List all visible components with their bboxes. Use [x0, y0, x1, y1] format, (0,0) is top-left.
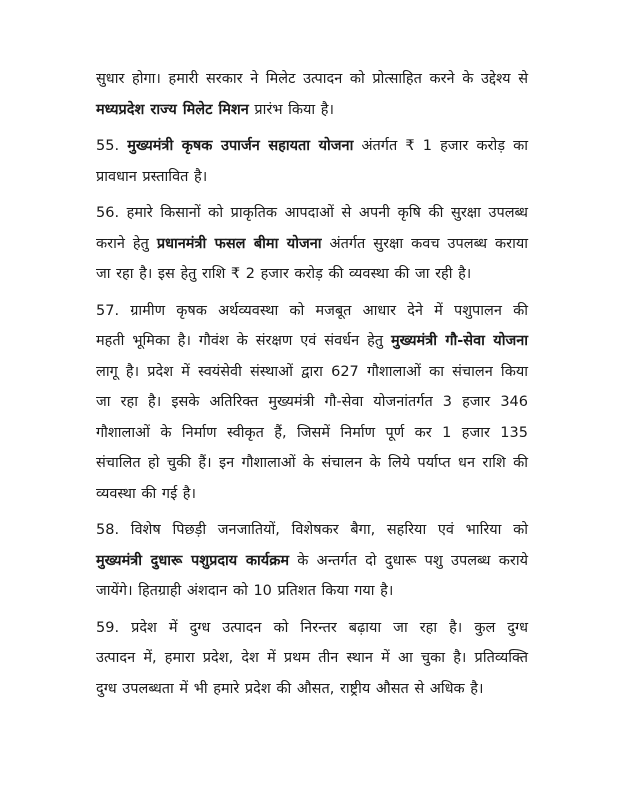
- text-segment: 57. ग्रामीण कृषक अर्थव्यवस्था को मजबूत आधार देने में पशुपालन की: [96, 302, 528, 319]
- text-segment: अंतर्गत ₹ 1 हजार करोड़ का: [353, 138, 528, 154]
- text-segment: संचालित हो चुकी हैं। इन गौशालाओं के संचालन के लिये पर्याप्त धन राशि की: [96, 455, 528, 471]
- text-line: [96, 357, 528, 388]
- text-line: [96, 162, 528, 193]
- text-segment: सुधार होगा। हमारी सरकार ने मिलेट उत्पादन को प्रोत्साहित करने के उद्देश्य से: [96, 71, 528, 87]
- text-segment: जा रहा है। इसके अतिरिक्त मुख्यमंत्री गौ-सेवा योजनांतर्गत 3 हजार 346: [96, 394, 528, 410]
- text-segment: जा रहा है। इस हेतु राशि ₹ 2 हजार करोड़ की व्यवस्था की जा रही है।: [96, 266, 472, 282]
- text-segment: उत्पादन में, हमारा प्रदेश, देश में प्रथम तीन स्थान में आ चुका है। प्रतिव्यक्ति: [96, 650, 528, 666]
- bold-scheme-name: मुख्यमंत्री कृषक उपार्जन सहायता योजना: [127, 138, 354, 154]
- paragraph: [96, 515, 528, 607]
- text-segment: 59. प्रदेश में दुग्ध उत्पादन को निरन्तर बढ़ाया जा रहा है। कुल दुग्ध: [96, 619, 528, 636]
- text-line: [96, 515, 528, 546]
- text-line: [96, 546, 528, 577]
- text-line: [96, 613, 528, 644]
- text-segment: के अन्तर्गत दो दुधारू पशु उपलब्ध कराये: [289, 552, 528, 569]
- text-line: [96, 326, 528, 357]
- text-line: [96, 64, 528, 95]
- text-line: [96, 229, 528, 260]
- text-line: [96, 198, 528, 229]
- text-line: [96, 387, 528, 418]
- text-segment: दुग्ध उपलब्धता में भी हमारे प्रदेश की औसत, राष्ट्रीय औसत से अधिक है।: [96, 680, 484, 697]
- text-segment: 56. हमारे किसानों को प्राकृतिक आपदाओं से अपनी कृषि की सुरक्षा उपलब्ध: [96, 205, 528, 221]
- paragraph: [96, 131, 528, 192]
- text-line: [96, 296, 528, 327]
- bold-scheme-name: मध्यप्रदेश राज्य मिलेट मिशन: [96, 101, 249, 118]
- document-page: [96, 64, 528, 710]
- bold-scheme-name: प्रधानमंत्री फसल बीमा योजना: [156, 235, 322, 252]
- text-segment: गौशालाओं के निर्माण स्वीकृत हैं, जिसमें निर्माण पूर्ण कर 1 हजार 135: [96, 424, 528, 441]
- paragraph: [96, 198, 528, 290]
- text-line: [96, 576, 528, 607]
- text-line: [96, 131, 528, 162]
- text-line: [96, 418, 528, 449]
- text-segment: महती भूमिका है। गौवंश के संरक्षण एवं संवर्धन हेतु: [96, 333, 391, 349]
- paragraph: [96, 64, 528, 125]
- bold-scheme-name: मुख्यमंत्री दुधारू पशुप्रदाय कार्यक्रम: [96, 552, 289, 569]
- text-line: [96, 643, 528, 674]
- text-segment: लागू है। प्रदेश में स्वयंसेवी संस्थाओं द्वारा 627 गौशालाओं का संचालन किया: [96, 363, 528, 380]
- text-segment: 58. विशेष पिछड़ी जनजातियों, विशेषकर बैगा, सहरिया एवं भारिया को: [96, 522, 528, 538]
- text-segment: अंतर्गत सुरक्षा कवच उपलब्ध कराया: [321, 235, 529, 252]
- text-segment: 55.: [96, 138, 128, 154]
- text-line: [96, 259, 528, 290]
- text-line: [96, 448, 528, 479]
- text-line: [96, 95, 528, 126]
- bold-scheme-name: मुख्यमंत्री गौ-सेवा योजना: [390, 333, 529, 349]
- text-line: [96, 479, 528, 510]
- paragraph: [96, 613, 528, 705]
- text-segment: प्रारंभ किया है।: [248, 101, 334, 118]
- text-segment: व्यवस्था की गई है।: [96, 485, 196, 502]
- text-segment: जायेंगे। हितग्राही अंशदान को 10 प्रतिशत किया गया है।: [96, 583, 394, 599]
- text-line: [96, 674, 528, 705]
- text-segment: कराने हेतु: [96, 235, 157, 252]
- text-segment: प्रावधान प्रस्तावित है।: [96, 168, 208, 185]
- paragraph: [96, 296, 528, 510]
